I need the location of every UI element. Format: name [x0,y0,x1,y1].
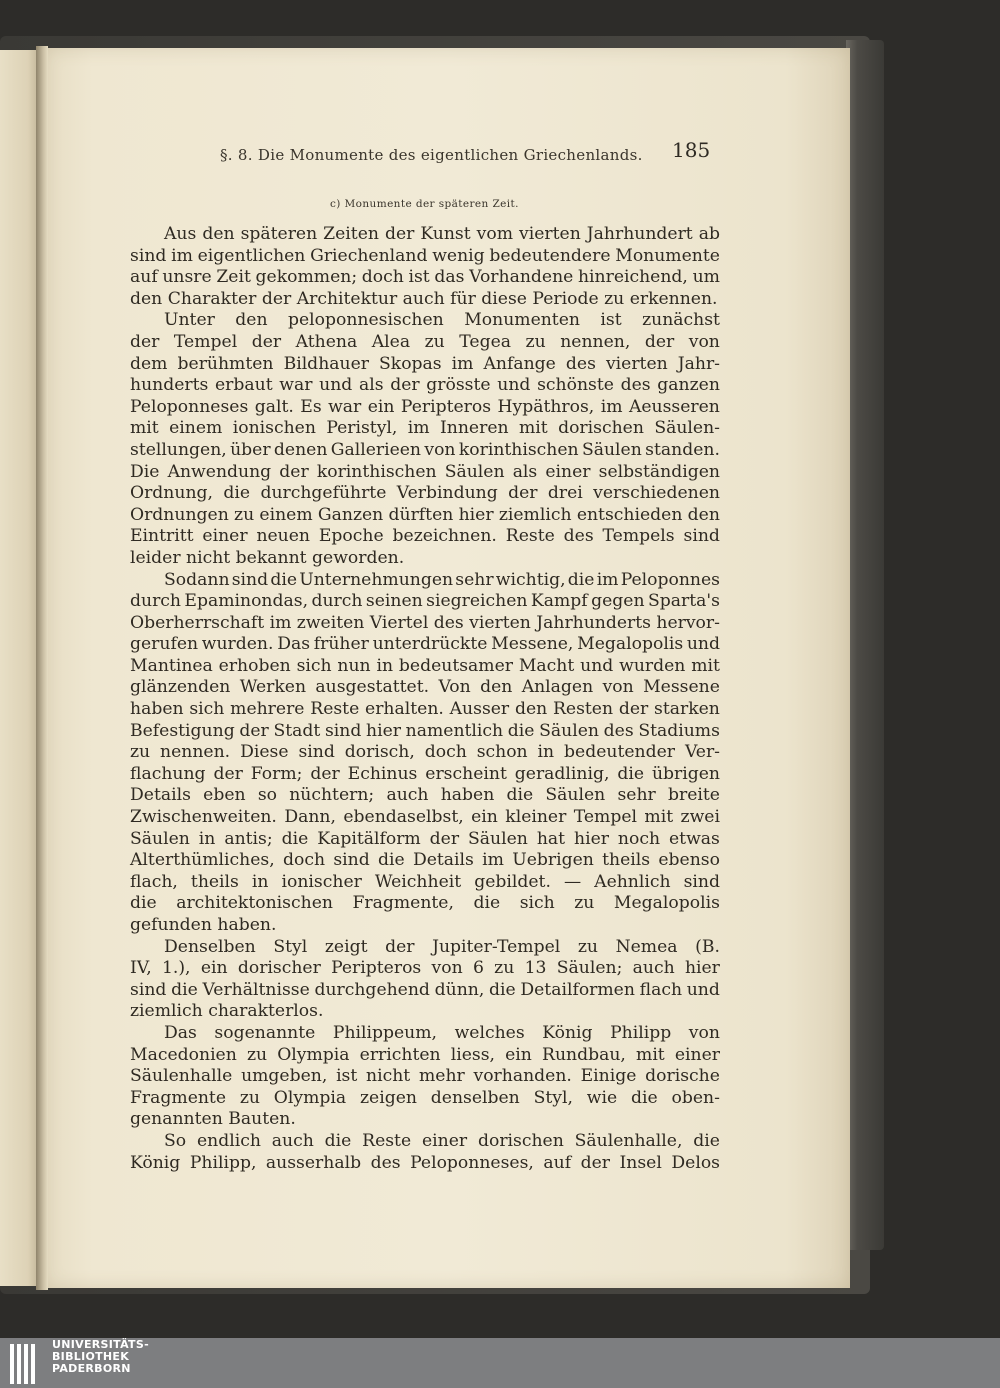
text-line: Säulenhalle umgeben, ist nicht mehr vorhanden. Einige dorische [130,1066,720,1087]
text-line: Zwischenweiten. Dann, ebendaselbst, ein kleiner Tempel mit zwei [130,807,720,828]
text-line: leider nicht bekannt geworden. [130,547,405,568]
library-name [52,1339,149,1375]
left-page-edge [0,50,40,1286]
page-number: 185 [672,138,711,162]
text-line: Ordnungen zu einem Ganzen dürften hier ziemlich entschieden den [130,504,720,525]
text-line: flachung der Form; der Echinus erscheint geradlinig, die übrigen [130,763,720,784]
text-line: den Charakter der Architektur auch für diese Periode zu erkennen. [130,288,718,309]
text-line: Eintritt einer neuen Epoche bezeichnen. Reste des Tempels sind [130,526,720,547]
text-line: ziemlich charakterlos. [130,1001,324,1022]
text-line: sind im eigentlichen Griechenland wenig bedeutendere Monumente [130,245,720,266]
library-name-line1: UNIVERSITÄTS- [52,1338,149,1351]
text-line: auf unsre Zeit gekommen; doch ist das Vorhandene hinreichend, um [130,267,720,288]
text-line: Die Anwendung der korinthischen Säulen als einer selbständigen [130,461,720,482]
text-line: Aus den späteren Zeiten der Kunst vom vierten Jahrhundert ab [164,224,720,244]
library-name-line3: PADERBORN [52,1362,131,1375]
text-line: der Tempel der Athena Alea zu Tegea zu nennen, der von [130,331,720,352]
section-subheading: c) Monumente der späteren Zeit. [330,198,519,210]
text-line: Fragmente zu Olympia zeigen denselben Styl, wie die oben- [130,1087,720,1108]
text-line: Sodann sind die Unternehmungen sehr wichtig, die im Peloponnes [164,569,720,590]
book-gutter [36,46,48,1290]
text-line: Säulen in antis; die Kapitälform der Säulen hat hier noch etwas [130,828,720,849]
text-line: genannten Bauten. [130,1109,296,1130]
text-line: sind die Verhältnisse durchgehend dünn, die Detailformen flach und [130,979,720,1000]
text-line: IV, 1.), ein dorischer Peripteros von 6 zu 13 Säulen; auch hier [130,958,720,979]
text-line: Denselben Styl zeigt der Jupiter-Tempel zu Nemea (B. [164,936,720,957]
text-line: So endlich auch die Reste einer dorischen Säulenhalle, die [164,1130,720,1151]
text-line: Oberherrschaft im zweiten Viertel des vierten Jahrhunderts hervor- [130,612,720,633]
text-line: Unter den peloponnesischen Monumenten ist zunächst [164,310,720,331]
text-line: gerufen wurden. Das früher unterdrückte Messene, Megalopolis und [130,634,720,655]
text-line: zu nennen. Diese sind dorisch, doch schon in bedeutender Ver- [130,742,720,763]
text-line: glänzenden Werken ausgestattet. Von den Anlagen von Messene [130,677,720,698]
text-line: Peloponneses galt. Es war ein Peripteros Hypäthros, im Aeusseren [130,396,720,417]
text-line: flach, theils in ionischer Weichheit gebildet. — Aehnlich sind [130,871,720,892]
library-name-line2: BIBLIOTHEK [52,1350,130,1363]
text-line: durch Epaminondas, durch seinen siegreichen Kampf gegen Sparta's [130,591,720,612]
footer-bar [0,1338,1000,1388]
text-line: mit einem ionischen Peristyl, im Inneren mit dorischen Säulen- [130,418,720,439]
text-line: König Philipp, ausserhalb des Peloponneses, auf der Insel Delos [130,1152,720,1173]
text-line: Alterthümliches, doch sind die Details im Uebrigen theils ebenso [130,850,720,871]
text-line: Ordnung, die durchgeführte Verbindung der drei verschiedenen [130,483,720,504]
text-line: Befestigung der Stadt sind hier namentlich die Säulen des Stadiums [130,720,720,741]
text-line: die architektonischen Fragmente, die sich zu Megalopolis [130,893,720,914]
text-line: hunderts erbaut war und als der grösste und schönste des ganzen [130,375,720,396]
text-line: gefunden haben. [130,915,277,935]
text-line: Macedonien zu Olympia errichten liess, ein Rundbau, mit einer [130,1044,720,1065]
text-line: Mantinea erhoben sich nun in bedeutsamer Macht und wurden mit [130,655,720,676]
text-line: Das sogenannte Philippeum, welches König Philipp von [164,1022,720,1043]
library-bars-logo-icon [8,1340,46,1386]
body-text [130,224,720,1174]
text-line: Details eben so nüchtern; auch haben die Säulen sehr breite [130,785,720,806]
text-line: haben sich mehrere Reste erhalten. Ausser den Resten der starken [130,699,720,720]
text-line: stellungen, über denen Gallerieen von korinthischen Säulen standen. [130,439,720,460]
running-head: §. 8. Die Monumente des eigentlichen Griechenlands. [220,146,643,164]
text-line: dem berühmten Bildhauer Skopas im Anfange des vierten Jahr- [130,353,720,374]
book-cover-edge [846,40,884,1250]
